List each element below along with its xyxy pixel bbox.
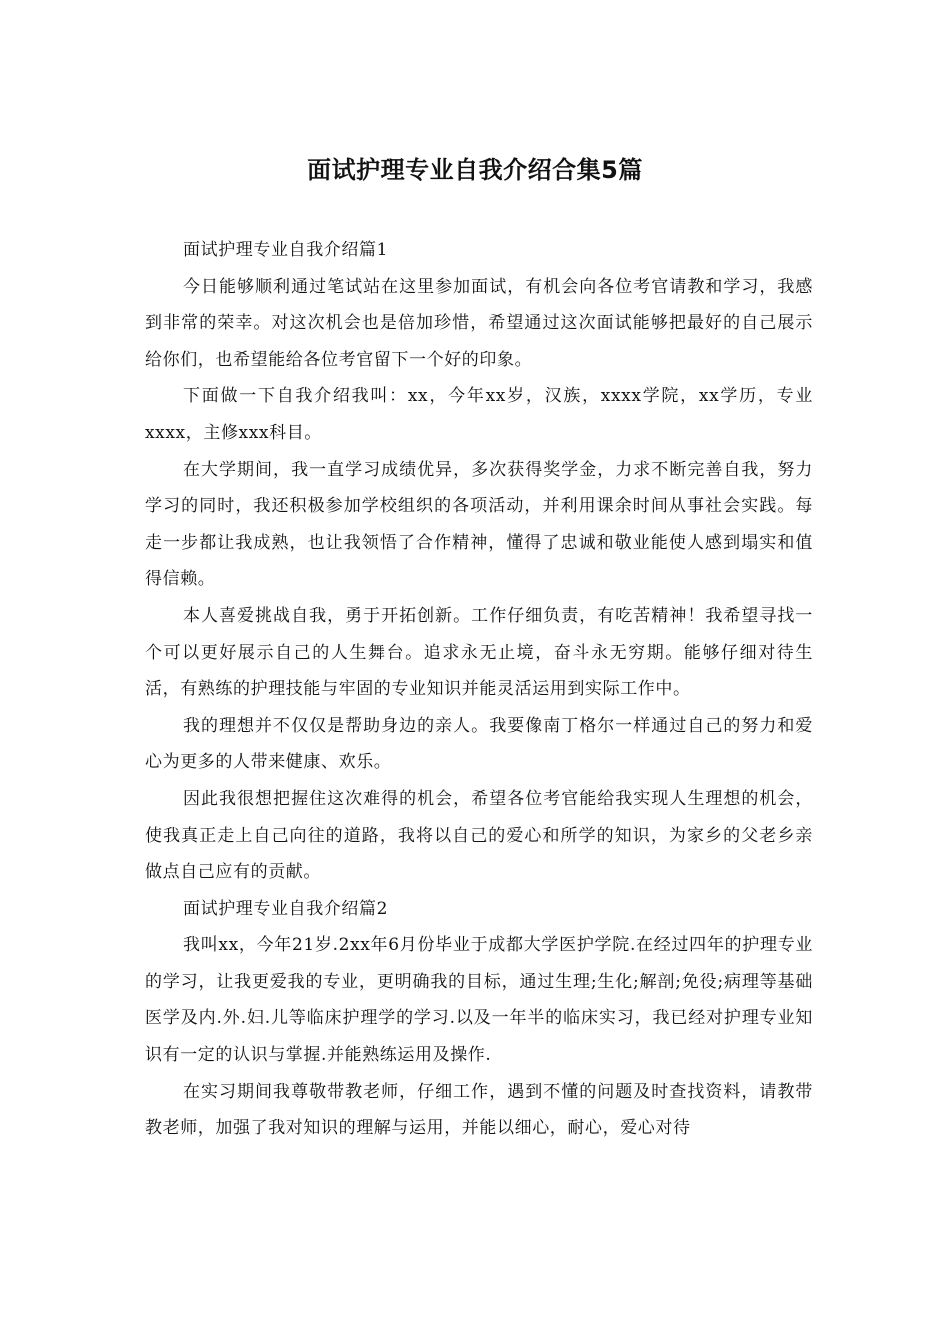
paragraph: 今日能够顺利通过笔试站在这里参加面试，有机会向各位考官请教和学习，我感到非常的荣幸。对这次机会也是倍加珍惜，希望通过这次面试能够把最好的自己展示给你们，也希望能给各位考官留下一个好的印象。 — [145, 276, 813, 370]
section-heading-2: 面试护理专业自我介绍篇2 — [183, 898, 389, 919]
paragraph: 本人喜爱挑战自我，勇于开拓创新。工作仔细负责，有吃苦精神！我希望寻找一个可以更好展示自己的人生舞台。追求永无止境，奋斗永无穷期。能够仔细对待生活，有熟练的护理技能与牢固的专业知识并能灵活运用到实际工作中。 — [145, 605, 813, 700]
paragraph: 下面做一下自我介绍我叫：xx，今年xx岁，汉族，xxxx学院，xx学历，专业xxxx，主修xxx科目。 — [145, 386, 813, 443]
paragraph: 我的理想并不仅仅是帮助身边的亲人。我要像南丁格尔一样通过自己的努力和爱心为更多的人带来健康、欢乐。 — [145, 715, 813, 773]
paragraph: 我叫xx，今年21岁.2xx年6月份毕业于成都大学医护学院.在经过四年的护理专业的学习，让我更爱我的专业，更明确我的目标，通过生理;生化;解剖;免役;病理等基础医学及内.外.妇.儿等临床护理学的学习.以及一年半的临床实习，我已经对护理专业知识有一定的认识与掌握.并能熟练运用及操作. — [145, 935, 813, 1066]
section-heading-1: 面试护理专业自我介绍篇1 — [183, 240, 389, 260]
document-title: 面试护理专业自我介绍合集5篇 — [307, 156, 643, 184]
paragraph: 在大学期间，我一直学习成绩优异，多次获得奖学金，力求不断完善自我，努力学习的同时，我还积极参加学校组织的各项活动，并利用课余时间从事社会实践。每走一步都让我成熟，也让我领悟了合作精神，懂得了忠诚和敬业能使人感到塌实和值得信赖。 — [145, 459, 813, 590]
paragraph: 因此我很想把握住这次难得的机会，希望各位考官能给我实现人生理想的机会，使我真正走上自己向往的道路，我将以自己的爱心和所学的知识，为家乡的父老乡亲做点自己应有的贡献。 — [145, 788, 813, 883]
paragraph: 在实习期间我尊敬带教老师，仔细工作，遇到不懂的问题及时查找资料，请教带教老师，加强了我对知识的理解与运用，并能以细心，耐心，爱心对待 — [145, 1081, 813, 1139]
document-body — [145, 232, 813, 1147]
